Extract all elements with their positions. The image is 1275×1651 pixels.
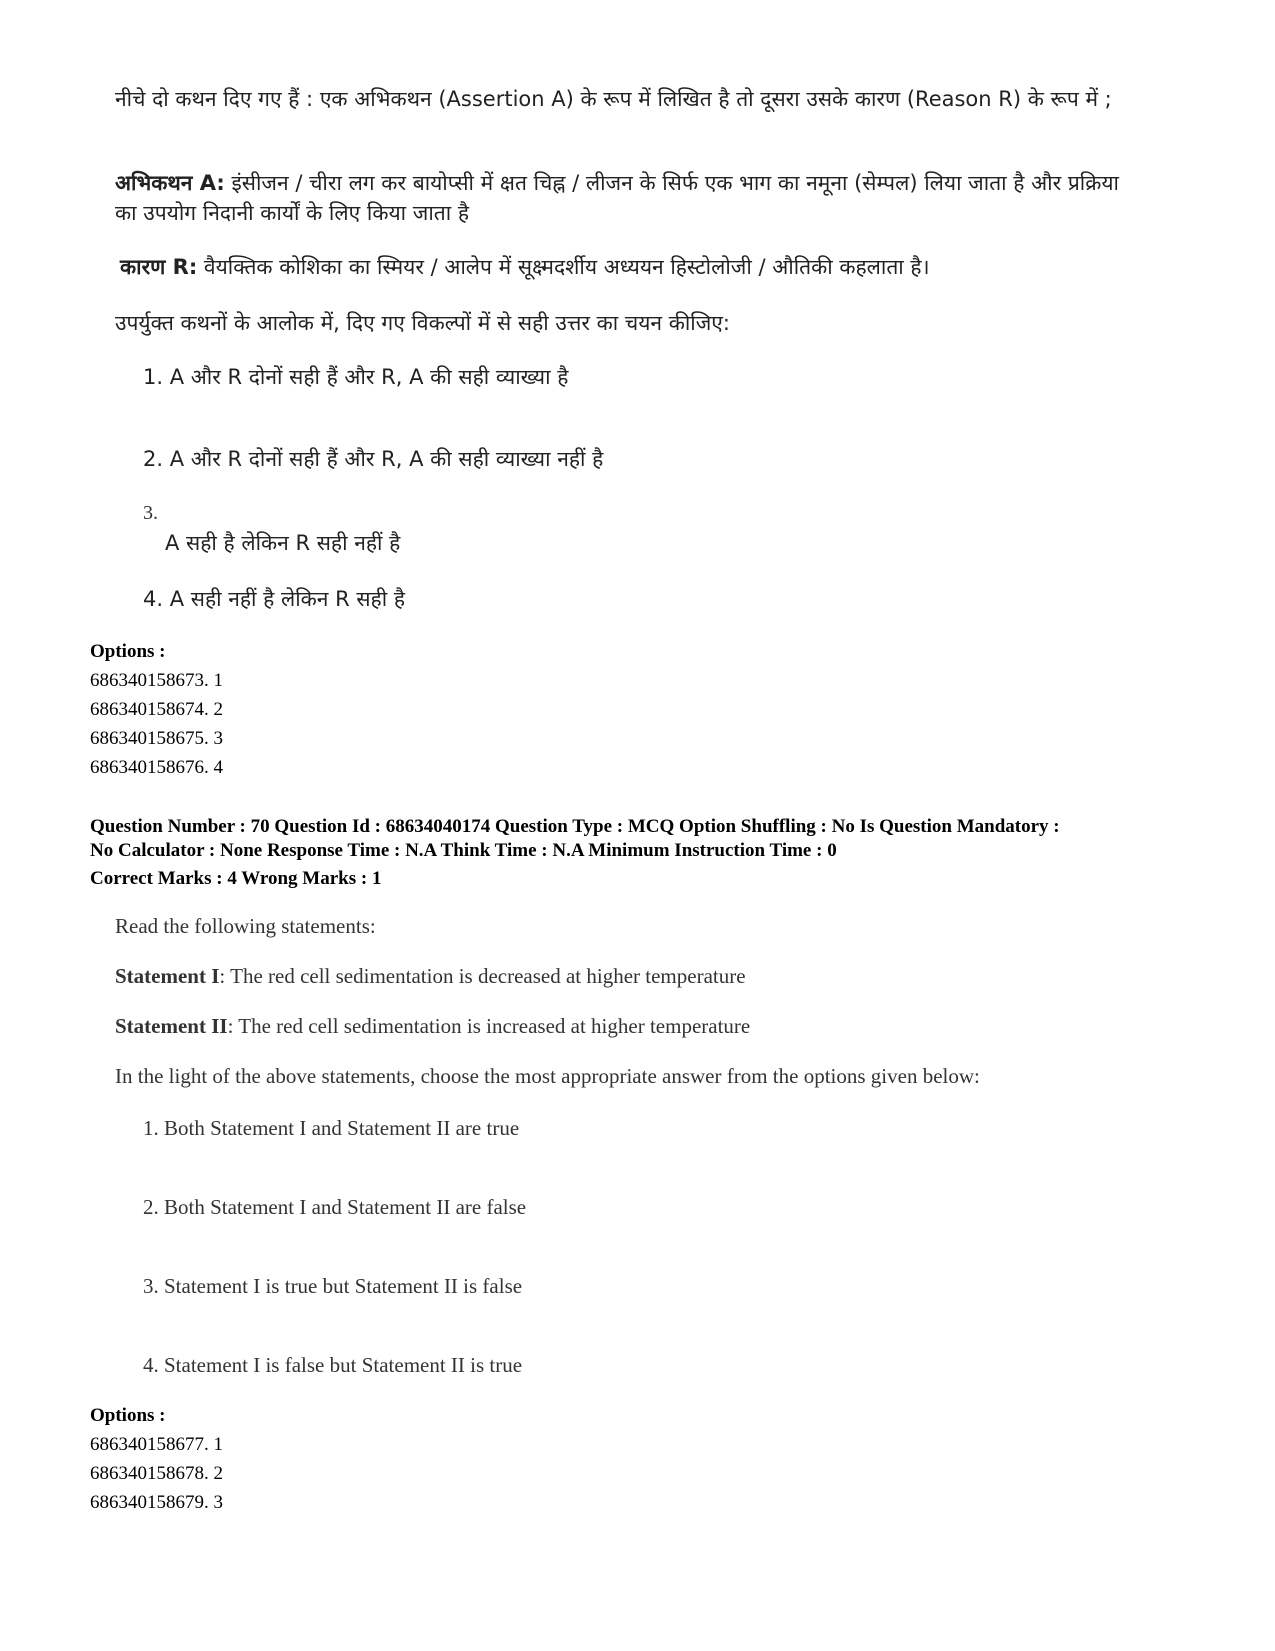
q69-options-label: Options :	[90, 641, 166, 662]
q69-instruction: उपर्युक्त कथनों के आलोक में, दिए गए विकल्पों में से सही उत्तर का चयन कीजिए:	[115, 311, 730, 335]
q70-meta-line-2: No Calculator : None Response Time : N.A Think Time : N.A Minimum Instruction Time : 0	[90, 840, 837, 861]
q70-statement-2-text: : The red cell sedimentation is increased at higher temperature	[227, 1014, 751, 1038]
q70-options-label: Options :	[90, 1405, 166, 1426]
q70-option-id: 686340158679. 3	[90, 1492, 223, 1513]
q70-statement-2-label: Statement II	[115, 1014, 228, 1038]
q70-options	[90, 1401, 223, 1517]
q69-option-id: 686340158673. 1	[90, 670, 223, 691]
q70-choice-4: 4. Statement I is false but Statement II is true	[143, 1353, 523, 1377]
q70-option-id: 686340158677. 1	[90, 1434, 223, 1455]
q70-statement-2	[115, 1014, 750, 1039]
q69-assertion	[115, 168, 1145, 228]
q69-reason-text: वैयक्तिक कोशिका का स्मियर / आलेप में सूक्ष्मदर्शीय अध्ययन हिस्टोलोजी / औतिकी कहलाता है।	[197, 255, 930, 279]
q69-choice-4: 4. A सही नहीं है लेकिन R सही है	[143, 587, 405, 611]
q69-choice-3-number: 3.	[143, 502, 158, 524]
q70-choice-2: 2. Both Statement I and Statement II are false	[143, 1195, 527, 1219]
q70-statement-1-text: : The red cell sedimentation is decreased at higher temperature	[219, 964, 746, 988]
q69-intro: नीचे दो कथन दिए गए हैं : एक अभिकथन (Assertion A) के रूप में लिखित है तो दूसरा उसके कारण (Reason R) के रूप में ;	[115, 87, 1112, 111]
q70-statement-1-label: Statement I	[115, 964, 220, 988]
q69-choice-1: 1. A और R दोनों सही हैं और R, A की सही व्याख्या है	[143, 365, 569, 389]
q69-option-id: 686340158675. 3	[90, 728, 223, 749]
q69-reason	[120, 252, 1150, 282]
q70-marks: Correct Marks : 4 Wrong Marks : 1	[90, 868, 382, 889]
q69-option-id: 686340158676. 4	[90, 757, 223, 778]
q69-reason-label: कारण R:	[120, 255, 198, 279]
q70-meta-line-1: Question Number : 70 Question Id : 68634040174 Question Type : MCQ Option Shuffling : No Is Question Mandatory :	[90, 816, 1060, 837]
q70-choice-1: 1. Both Statement I and Statement II are true	[143, 1116, 520, 1140]
q70-statement-1	[115, 964, 746, 989]
q69-options	[90, 637, 223, 782]
q70-instruction: In the light of the above statements, choose the most appropriate answer from the options given below:	[115, 1064, 980, 1088]
q69-assertion-label: अभिकथन A:	[115, 171, 225, 195]
q70-meta	[90, 815, 1190, 891]
q69-choice-3-text: A सही है लेकिन R सही नहीं है	[165, 531, 401, 555]
q69-option-id: 686340158674. 2	[90, 699, 223, 720]
q69-choice-2: 2. A और R दोनों सही हैं और R, A की सही व्याख्या नहीं है	[143, 447, 604, 471]
q70-choice-3: 3. Statement I is true but Statement II is false	[143, 1274, 523, 1298]
q70-intro: Read the following statements:	[115, 914, 376, 938]
q70-option-id: 686340158678. 2	[90, 1463, 223, 1484]
q69-assertion-text: इंसीजन / चीरा लग कर बायोप्सी में क्षत चिह्न / लीजन के सिर्फ एक भाग का नमूना (सेम्पल) लिया जाता है और प्रक्रिया का उपयोग निदानी कार्यों के लिए किया जाता है	[115, 171, 1119, 225]
